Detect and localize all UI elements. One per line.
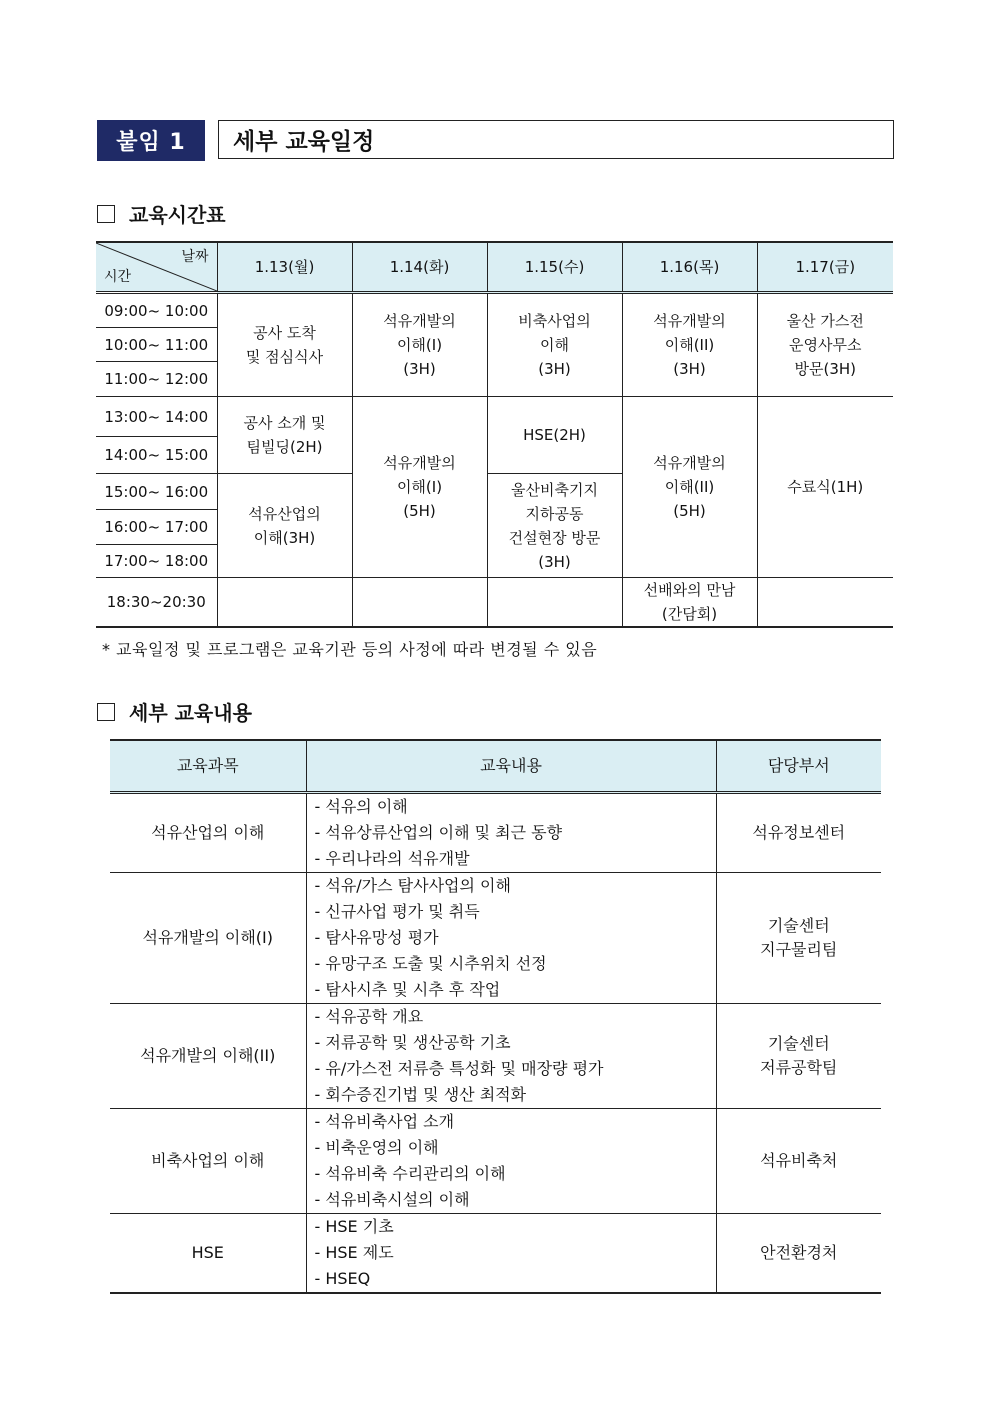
time-slot: 10:00~ 11:00 <box>96 328 217 362</box>
dept-cell: 석유비축처 <box>716 1109 881 1214</box>
schedule-cell: 울산 가스전 운영사무소 방문(3H) <box>757 293 893 397</box>
checkbox-square-icon <box>97 205 115 223</box>
schedule-cell-empty <box>352 578 487 628</box>
items-cell: - 석유비축사업 소개 - 비축운영의 이해 - 석유비축 수리관리의 이해 - 석유비축시설의 이해 <box>306 1109 716 1214</box>
subject-cell: 석유개발의 이해(I) <box>110 873 306 1004</box>
table-row <box>110 873 881 1004</box>
corner-date-label: 날짜 <box>181 249 209 265</box>
content-heading <box>97 697 252 726</box>
content-heading-label: 세부 교육내용 <box>129 701 252 725</box>
subject-cell: 비축사업의 이해 <box>110 1109 306 1214</box>
table-row <box>110 1004 881 1109</box>
time-slot: 09:00~ 10:00 <box>96 293 217 328</box>
dept-cell: 기술센터 저류공학팀 <box>716 1004 881 1109</box>
schedule-cell: 석유개발의 이해(II) (5H) <box>622 397 757 578</box>
corner-time-label: 시간 <box>104 269 132 285</box>
dept-cell: 기술센터 지구물리팀 <box>716 873 881 1004</box>
schedule-cell: 비축사업의 이해 (3H) <box>487 293 622 397</box>
time-slot: 15:00~ 16:00 <box>96 474 217 510</box>
schedule-cell: 석유개발의 이해(I) (3H) <box>352 293 487 397</box>
checkbox-square-icon <box>97 703 115 721</box>
subject-cell: 석유산업의 이해 <box>110 793 306 873</box>
attachment-badge: 붙임 1 <box>97 120 205 161</box>
content-table <box>110 739 881 1294</box>
time-slot: 17:00~ 18:00 <box>96 545 217 578</box>
page-title: 세부 교육일정 <box>218 120 894 159</box>
schedule-cell: 석유개발의 이해(I) (5H) <box>352 397 487 578</box>
schedule-cell-empty <box>487 578 622 628</box>
table-row <box>110 793 881 873</box>
items-cell: - HSE 기초 - HSE 제도 - HSEQ <box>306 1214 716 1294</box>
time-slot: 14:00~ 15:00 <box>96 437 217 474</box>
column-header: 교육과목 <box>110 740 306 793</box>
column-header: 담당부서 <box>716 740 881 793</box>
items-cell: - 석유의 이해 - 석유상류산업의 이해 및 최근 동향 - 우리나라의 석유개발 <box>306 793 716 873</box>
date-header: 1.15(수) <box>487 242 622 293</box>
schedule-heading-label: 교육시간표 <box>129 203 226 227</box>
schedule-cell-empty <box>217 578 352 628</box>
schedule-cell: 공사 소개 및 팀빌딩(2H) <box>217 397 352 474</box>
items-cell: - 석유공학 개요 - 저류공학 및 생산공학 기초 - 유/가스전 저류층 특성화 및 매장량 평가 - 회수증진기법 및 생산 최적화 <box>306 1004 716 1109</box>
date-header: 1.13(월) <box>217 242 352 293</box>
time-slot: 16:00~ 17:00 <box>96 510 217 545</box>
schedule-cell-empty <box>757 578 893 628</box>
date-header: 1.17(금) <box>757 242 893 293</box>
schedule-cell: 선배와의 만남 (간담회) <box>622 578 757 628</box>
schedule-cell: 석유개발의 이해(II) (3H) <box>622 293 757 397</box>
schedule-cell: HSE(2H) <box>487 397 622 474</box>
dept-cell: 석유정보센터 <box>716 793 881 873</box>
schedule-cell: 수료식(1H) <box>757 397 893 578</box>
schedule-heading <box>97 199 226 228</box>
corner-header <box>96 242 217 293</box>
time-slot: 18:30~20:30 <box>96 578 217 628</box>
table-row <box>110 1214 881 1294</box>
column-header: 교육내용 <box>306 740 716 793</box>
schedule-cell: 석유산업의 이해(3H) <box>217 474 352 578</box>
items-cell: - 석유/가스 탐사사업의 이해 - 신규사업 평가 및 취득 - 탐사유망성 평가 - 유망구조 도출 및 시추위치 선정 - 탐사시추 및 시추 후 작업 <box>306 873 716 1004</box>
table-row <box>110 1109 881 1214</box>
date-header: 1.14(화) <box>352 242 487 293</box>
subject-cell: 석유개발의 이해(II) <box>110 1004 306 1109</box>
dept-cell: 안전환경처 <box>716 1214 881 1294</box>
schedule-note: * 교육일정 및 프로그램은 교육기관 등의 사정에 따라 변경될 수 있음 <box>102 640 598 659</box>
time-slot: 13:00~ 14:00 <box>96 397 217 437</box>
schedule-table <box>96 241 893 628</box>
schedule-cell: 공사 도착 및 점심식사 <box>217 293 352 397</box>
time-slot: 11:00~ 12:00 <box>96 362 217 397</box>
subject-cell: HSE <box>110 1214 306 1294</box>
schedule-cell: 울산비축기지 지하공동 건설현장 방문 (3H) <box>487 474 622 578</box>
date-header: 1.16(목) <box>622 242 757 293</box>
